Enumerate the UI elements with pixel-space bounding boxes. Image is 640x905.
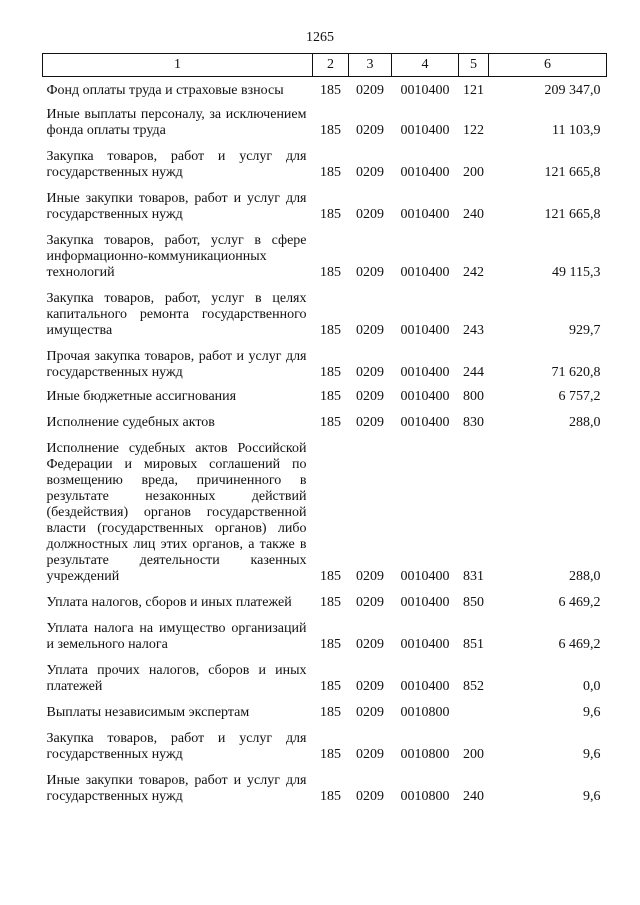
column-header-4: 4 bbox=[392, 54, 459, 77]
row-name: Закупка товаров, работ и услуг для государственных нужд bbox=[46, 731, 307, 762]
row-amount: 288,0 bbox=[569, 415, 601, 430]
table-row bbox=[43, 701, 607, 727]
row-amount: 6 469,2 bbox=[558, 595, 601, 610]
row-code-target: 0010800 bbox=[400, 747, 450, 762]
row-code-section: 0209 bbox=[356, 789, 384, 804]
row-code-expense: 830 bbox=[463, 415, 484, 430]
row-name: Исполнение судебных актов bbox=[46, 415, 215, 430]
row-code-expense: 240 bbox=[463, 789, 484, 804]
table-body bbox=[43, 77, 607, 812]
row-name: Уплата налога на имущество организаций и земельного налога bbox=[46, 621, 307, 652]
row-code-expense: 121 bbox=[463, 83, 484, 98]
column-header-2: 2 bbox=[313, 54, 349, 77]
row-code-section: 0209 bbox=[356, 265, 384, 280]
row-code-expense: 852 bbox=[463, 679, 484, 694]
row-code-ministry: 185 bbox=[320, 415, 341, 430]
row-amount: 209 347,0 bbox=[544, 83, 601, 98]
row-name: Закупка товаров, работ и услуг для государственных нужд bbox=[46, 149, 307, 180]
row-code-ministry: 185 bbox=[320, 705, 341, 720]
row-code-section: 0209 bbox=[356, 637, 384, 652]
row-code-section: 0209 bbox=[356, 595, 384, 610]
row-code-expense: 243 bbox=[463, 323, 484, 338]
row-code-target: 0010400 bbox=[400, 415, 450, 430]
row-code-section: 0209 bbox=[356, 679, 384, 694]
row-code-target: 0010400 bbox=[400, 389, 450, 404]
row-code-expense: 242 bbox=[463, 265, 484, 280]
row-code-expense: 851 bbox=[463, 637, 484, 652]
row-code-ministry: 185 bbox=[320, 323, 341, 338]
table-row bbox=[43, 105, 607, 145]
row-code-expense: 200 bbox=[463, 165, 484, 180]
column-header-6: 6 bbox=[489, 54, 607, 77]
row-code-section: 0209 bbox=[356, 207, 384, 222]
row-code-section: 0209 bbox=[356, 389, 384, 404]
row-code-ministry: 185 bbox=[320, 165, 341, 180]
table-row bbox=[43, 387, 607, 411]
row-code-ministry: 185 bbox=[320, 207, 341, 222]
row-code-target: 0010400 bbox=[400, 679, 450, 694]
row-code-expense: 122 bbox=[463, 123, 484, 138]
table-row bbox=[43, 229, 607, 287]
row-code-target: 0010400 bbox=[400, 265, 450, 280]
row-code-ministry: 185 bbox=[320, 389, 341, 404]
row-code-ministry: 185 bbox=[320, 679, 341, 694]
row-code-target: 0010400 bbox=[400, 123, 450, 138]
row-amount: 6 469,2 bbox=[558, 637, 601, 652]
row-name: Иные бюджетные ассигнования bbox=[46, 389, 237, 404]
row-code-section: 0209 bbox=[356, 323, 384, 338]
page-number: 1265 bbox=[306, 30, 334, 45]
table-row bbox=[43, 187, 607, 229]
row-name: Уплата прочих налогов, сборов и иных платежей bbox=[46, 663, 307, 694]
row-amount: 11 103,9 bbox=[552, 123, 601, 138]
row-code-target: 0010400 bbox=[400, 569, 450, 584]
row-amount: 6 757,2 bbox=[558, 389, 601, 404]
table-row bbox=[43, 145, 607, 187]
row-code-target: 0010400 bbox=[400, 595, 450, 610]
row-code-ministry: 185 bbox=[320, 265, 341, 280]
row-amount: 121 665,8 bbox=[544, 165, 601, 180]
row-code-expense bbox=[459, 701, 489, 727]
row-name: Иные закупки товаров, работ и услуг для государственных нужд bbox=[46, 191, 307, 222]
column-header-3: 3 bbox=[349, 54, 392, 77]
row-code-section: 0209 bbox=[356, 123, 384, 138]
budget-table bbox=[42, 53, 607, 811]
row-amount: 9,6 bbox=[583, 789, 601, 804]
row-code-section: 0209 bbox=[356, 569, 384, 584]
row-amount: 71 620,8 bbox=[551, 365, 601, 380]
row-code-expense: 831 bbox=[463, 569, 484, 584]
row-code-target: 0010400 bbox=[400, 365, 450, 380]
row-code-ministry: 185 bbox=[320, 123, 341, 138]
row-code-ministry: 185 bbox=[320, 365, 341, 380]
row-name: Иные выплаты персоналу, за исключением фонда оплаты труда bbox=[46, 107, 307, 138]
row-code-section: 0209 bbox=[356, 747, 384, 762]
table-header bbox=[43, 54, 607, 77]
row-name: Фонд оплаты труда и страховые взносы bbox=[46, 83, 284, 98]
row-code-section: 0209 bbox=[356, 415, 384, 430]
row-name: Исполнение судебных актов Российской Федерации и мировых соглашений по возмещению вреда, причиненного в результате незаконных действий (бездействия) органов государственной власти (государственных органов) либо должностных лиц этих органов, а также в результате деятельности казенных учреждений bbox=[46, 441, 307, 584]
table-row bbox=[43, 287, 607, 345]
row-code-expense: 240 bbox=[463, 207, 484, 222]
column-header-5: 5 bbox=[459, 54, 489, 77]
table-row bbox=[43, 591, 607, 617]
row-code-ministry: 185 bbox=[320, 637, 341, 652]
table-row bbox=[43, 411, 607, 437]
row-code-section: 0209 bbox=[356, 705, 384, 720]
row-amount: 121 665,8 bbox=[544, 207, 601, 222]
row-amount: 0,0 bbox=[583, 679, 601, 694]
row-code-target: 0010400 bbox=[400, 207, 450, 222]
row-name: Закупка товаров, работ, услуг в сфере информационно-коммуникационных технологий bbox=[46, 233, 307, 280]
row-code-expense: 200 bbox=[463, 747, 484, 762]
row-code-section: 0209 bbox=[356, 165, 384, 180]
row-code-target: 0010800 bbox=[400, 705, 450, 720]
table-row bbox=[43, 769, 607, 811]
row-amount: 929,7 bbox=[569, 323, 601, 338]
row-code-target: 0010400 bbox=[400, 83, 450, 98]
row-code-target: 0010400 bbox=[400, 637, 450, 652]
row-amount: 9,6 bbox=[583, 747, 601, 762]
row-amount: 288,0 bbox=[569, 569, 601, 584]
row-code-expense: 244 bbox=[463, 365, 484, 380]
row-name: Уплата налогов, сборов и иных платежей bbox=[46, 595, 292, 610]
row-code-section: 0209 bbox=[356, 83, 384, 98]
row-code-ministry: 185 bbox=[320, 83, 341, 98]
column-header-1: 1 bbox=[43, 54, 313, 77]
row-code-expense: 850 bbox=[463, 595, 484, 610]
table-row bbox=[43, 727, 607, 769]
row-code-target: 0010800 bbox=[400, 789, 450, 804]
row-name: Закупка товаров, работ, услуг в целях капитального ремонта государственного имущества bbox=[46, 291, 307, 338]
row-code-ministry: 185 bbox=[320, 595, 341, 610]
table-row bbox=[43, 345, 607, 387]
row-code-ministry: 185 bbox=[320, 747, 341, 762]
header-row bbox=[43, 54, 607, 77]
table-row bbox=[43, 437, 607, 591]
row-code-target: 0010400 bbox=[400, 323, 450, 338]
row-code-target: 0010400 bbox=[400, 165, 450, 180]
row-name: Иные закупки товаров, работ и услуг для государственных нужд bbox=[46, 773, 307, 804]
row-code-expense: 800 bbox=[463, 389, 484, 404]
row-amount: 49 115,3 bbox=[552, 265, 601, 280]
table-row bbox=[43, 77, 607, 106]
row-name: Выплаты независимым экспертам bbox=[46, 705, 250, 720]
table-row bbox=[43, 659, 607, 701]
row-amount: 9,6 bbox=[583, 705, 601, 720]
row-name: Прочая закупка товаров, работ и услуг для государственных нужд bbox=[46, 349, 307, 380]
row-code-ministry: 185 bbox=[320, 569, 341, 584]
table-row bbox=[43, 617, 607, 659]
row-code-ministry: 185 bbox=[320, 789, 341, 804]
row-code-section: 0209 bbox=[356, 365, 384, 380]
